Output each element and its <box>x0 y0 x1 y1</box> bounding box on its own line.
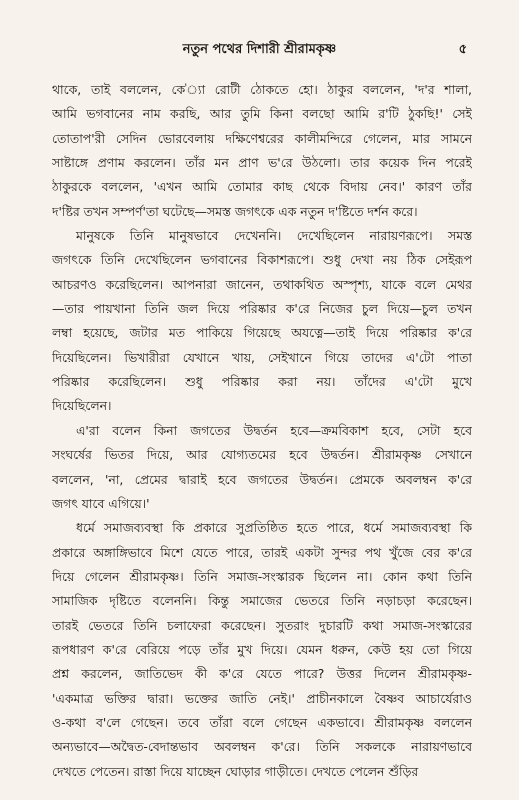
text-line: তোতাপ'রী সেদিন ভোরবেলায় দক্ষিণেশ্বরের কালীমন্দিরে গেলেন, মার সামনে <box>52 130 472 146</box>
text-line: বললেন, 'না, প্রেমের দ্বারাই হবে জগতের উদ্বর্তন। প্রেমকে অবলম্বন ক'রে <box>52 471 472 487</box>
text-line: জগৎকে তিনি দেখেছিলেন ভগবানের বিকাশরূপে। শুধু দেখা নয় ঠিক সেইরূপ <box>52 252 472 268</box>
text-line: সাষ্টাঙ্গে প্রণাম করলেন। তাঁর মন প্রাণ ভ'রে উঠলো। তার কয়েক দিন পরেই <box>52 155 472 171</box>
text-line: ধর্মে সমাজব্যবস্থা কি প্রকারে সুপ্রতিষ্ঠিত হতে পারে, ধর্মে সমাজব্যবস্থা কি <box>76 520 472 536</box>
text-line: সামাজিক দৃষ্টিতে বলেননি। কিন্তু সমাজের ভেতরে তিনি নড়াচড়া করেছেন। <box>52 593 472 609</box>
page-number: ৫ <box>458 42 467 57</box>
text-line: অন্যভাবে—অদ্বৈত-বেদান্তভাব অবলম্বন ক'রে। তিনি সকলকে নারায়ণভাবে <box>52 739 472 755</box>
text-line: ঠাকুরকে বললেন, 'এখন আমি তোমার কাছ থেকে বিদায় নেব।' কারণ তাঁর <box>52 179 472 195</box>
text-line: থাকে, তাই বললেন, কে'্যা রোটী ঠোকতে হো। ঠাকুর বললেন, 'দ'র শালা, <box>52 82 472 97</box>
text-line: তারই ভেতরে তিনি চলাফেরা করেছেন। সুতরাং দুচারটি কথা সমাজ-সংস্কারের <box>52 617 472 633</box>
text-line: লম্বা হয়েছে, জটার মত পাকিয়ে গিয়েছে অযত্নে—তাই দিয়ে পরিষ্কার ক'রে <box>52 325 472 341</box>
text-line: মানুষকে তিনি মানুষভাবে দেখেননি। দেখেছিলেন নারায়ণরূপে। সমস্ত <box>76 228 472 244</box>
text-line: দেখতে পেতেন। রাস্তা দিয়ে যাচ্ছেন ঘোড়ার গাড়ীতে। দেখতে পেলেন শুঁড়ির <box>52 763 419 779</box>
text-line: আচরণও করেছিলেন। আপনারা জানেন, তথাকথিত অস্পৃশ্য, যাকে বলে মেথর <box>52 276 472 292</box>
text-line: সংঘর্ষের ভিতর দিয়ে, আর যোগ্যতমের হবে উদ্বর্তন। শ্রীরামকৃষ্ণ সেখানে <box>52 447 472 463</box>
body-text <box>52 78 472 784</box>
text-line: 'একমাত্র ভক্তির দ্বারা। ভক্তের জাতি নেই।' প্রাচীনকালে বৈষ্ণব আচার্যেরাও <box>52 690 472 706</box>
text-line: দ'ষ্টির তখন সম্পর্ণ'তা ঘটেছে—সমস্ত জগৎকে এক নতুন দ'ষ্টিতে দর্শন করে। <box>52 203 418 219</box>
text-line: দিয়েছিলেন। <box>52 398 112 414</box>
text-line: রূপধারণ ক'রে বেরিয়ে পড়ে তাঁর মুখ দিয়ে। যেমন ধরুন, কেউ হয় তো গিয়ে <box>52 641 472 657</box>
text-line: ও-কথা ব'লে গেছেন। তবে তাঁরা বলে গেছেন একভাবে। শ্রীরামকৃষ্ণ বললেন <box>52 714 472 730</box>
running-header <box>0 40 519 60</box>
text-line: দিয়েছিলেন। ভিখারীরা যেখানে খায়, সেইখানে গিয়ে তাদের এ'টো পাতা <box>52 349 472 365</box>
text-line: আমি ভগবানের নাম করছি, আর তুমি কিনা বলছো আমি র'টি ঠুকছি!' সেই <box>52 106 472 122</box>
text-line: দিয়ে গেলেন শ্রীরামকৃষ্ণ। তিনি সমাজ-সংস্কারক ছিলেন না। কোন কথা তিনি <box>52 568 472 584</box>
running-title: নতুন পথের দিশারী শ্রীরামকৃষ্ণ <box>182 42 337 57</box>
text-line: প্রশ্ন করলেন, জাতিভেদ কী ক'রে যেতে পারে? উত্তর দিলেন শ্রীরামকৃষ্ণ- <box>52 666 472 682</box>
text-line: প্রকারে অঙ্গাঙ্গিভাবে মিশে যেতে পারে, তারই একটা সুন্দর পথ খুঁজে বের ক'রে <box>52 544 472 560</box>
text-line: —তার পায়খানা তিনি জল দিয়ে পরিষ্কার ক'রে নিজের চুল দিয়ে—চুল তখন <box>52 301 472 317</box>
text-line: পরিষ্কার করেছিলেন। শুধু পরিষ্কার করা নয়। তাঁদের এ'টো মুখে <box>52 374 472 390</box>
text-line: এ'রা বলেন কিনা জগতের উদ্বর্তন হবে—ক্রমবিকাশ হবে, সেটা হবে <box>76 422 472 438</box>
text-line: জগৎ যাবে এগিয়ে।' <box>52 495 150 511</box>
